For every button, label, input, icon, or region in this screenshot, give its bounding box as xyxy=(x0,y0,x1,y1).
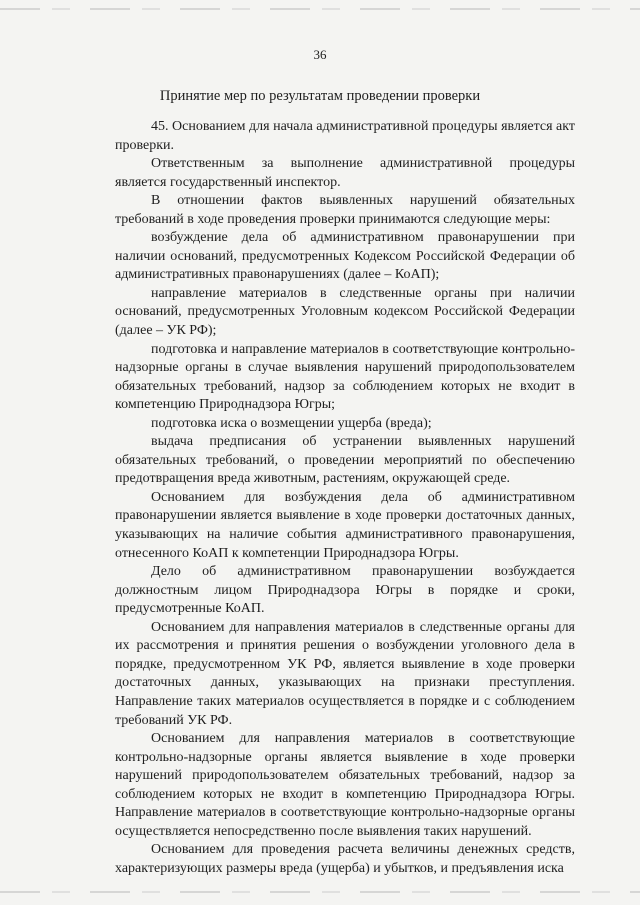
measure-item: направление материалов в следственные органы при наличии оснований, предусмотренных Уголовным кодексом Российской Федерации (далее – УК РФ); xyxy=(115,285,575,339)
scan-artifact-top xyxy=(0,8,640,10)
section-title: Принятие мер по результатам проведении проверки xyxy=(159,88,481,104)
measure-item: выдача предписания об устранении выявленных нарушений обязательных требований, о проведении мероприятий по обеспечению предотвращения вреда животным, растениям, окружающей среде. xyxy=(115,434,575,487)
paragraph-measures-intro: В отношении фактов выявленных нарушений обязательных требований в ходе проведения проверки принимаются следующие меры: xyxy=(115,193,575,227)
paragraph-admin-case-basis: Основанием для возбуждения дела об административном правонарушении является выявление в ходе проверки достаточных данных, указывающих на наличие события административного правонарушения, отнесенного КоАП к компетенции Природнадзора Югры. xyxy=(115,489,575,561)
paragraph-responsible: Ответственным за выполнение административной процедуры является государственный инспектор. xyxy=(115,156,575,190)
page-number: 36 xyxy=(313,47,327,62)
paragraph-admin-case: Дело об административном правонарушении возбуждается должностным лицом Природнадзора Югры в порядке и сроки, предусмотренные КоАП. xyxy=(115,564,575,617)
measure-item: подготовка и направление материалов в соответствующие контрольно-надзорные органы в случае выявления нарушений природопользователем обязательных требований, надзор за соблюдением которых не входит в компетенцию Природнадзора Югры; xyxy=(115,341,575,413)
paragraph-supervisory-bodies: Основанием для направления материалов в соответствующие контрольно-надзорные органы является выявление в ходе проверки нарушений природопользователем обязательных требований, надзор за соблюдением которых не входит в компетенцию Природнадзора Югры. Направление материалов в соответствующие контрольно-надзорные органы осуществляется непосредственно после выявления таких нарушений. xyxy=(115,731,575,839)
paragraph-45: 45. Основанием для начала административной процедуры является акт проверки. xyxy=(115,119,575,153)
paragraph-investigative-bodies: Основанием для направления материалов в следственные органы для их рассмотрения и принятия решения о возбуждении уголовного дела в порядке, предусмотренном УК РФ, является выявление в ходе проверки достаточных данных, указывающих на признаки преступления. Направление таких материалов осуществляется в порядке и с соблюдением требований УК РФ. xyxy=(115,619,575,728)
document-body xyxy=(115,118,575,878)
measure-item: подготовка иска о возмещении ущерба (вреда); xyxy=(151,415,432,431)
paragraph-damage-calculation: Основанием для проведения расчета величины денежных средств, характеризующих размеры вреда (ущерба) и убытков, и предъявления иска xyxy=(115,842,575,876)
measure-item: возбуждение дела об административном правонарушении при наличии оснований, предусмотренных Кодексом Российской Федерации об административных правонарушениях (далее – КоАП); xyxy=(115,230,575,283)
scan-artifact-bottom xyxy=(0,891,640,893)
